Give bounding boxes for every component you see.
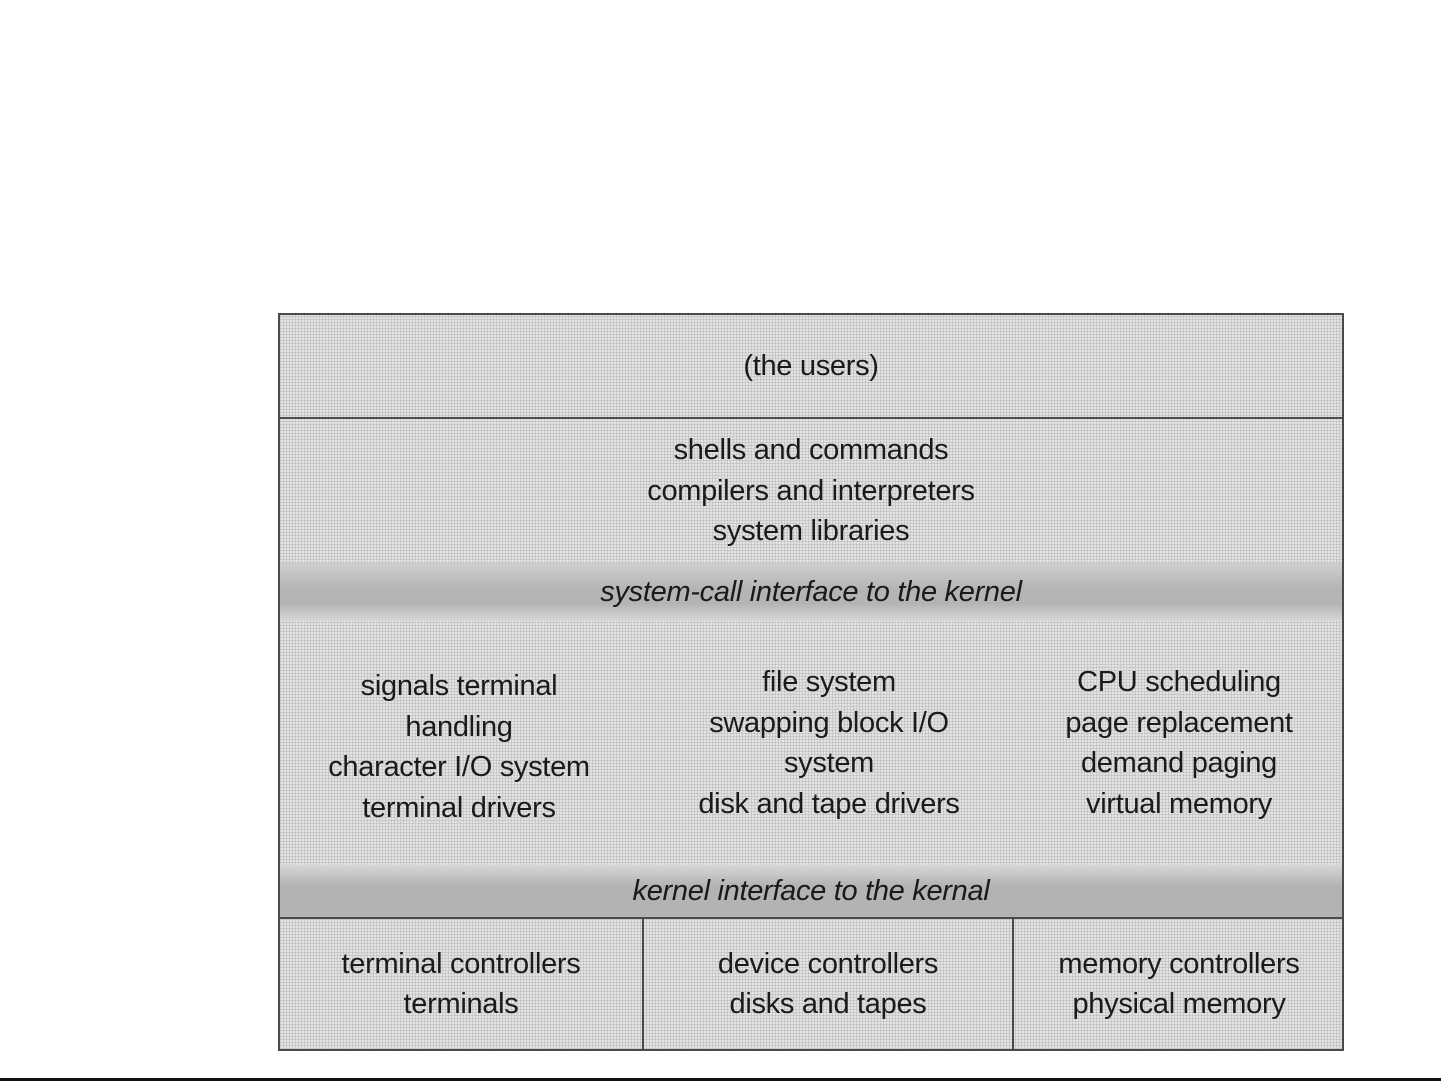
kernel-right-line-2: page replacement [1065, 706, 1293, 739]
hardware-left-line-1: terminal controllers [341, 947, 581, 980]
shells-line-3: system libraries [712, 515, 910, 548]
users-label: (the users) [743, 349, 879, 382]
hardware-middle-line-2: disks and tapes [729, 988, 927, 1020]
kernel-middle-line-3: system [783, 747, 875, 779]
kernel-middle-line-1: file system [762, 666, 896, 698]
hardware-right-line-1: memory controllers [1058, 947, 1300, 980]
hardware-column-terminals [280, 919, 644, 1049]
hardware-middle-line-1: device controllers [717, 947, 939, 980]
users-layer [280, 315, 1342, 419]
kernel-layer [280, 621, 1342, 865]
kernel-right-line-3: demand paging [1080, 747, 1278, 779]
kernel-right-line-1: CPU scheduling [1077, 666, 1281, 698]
kernel-left-line-4: terminal drivers [362, 791, 556, 824]
kernel-right-line-4: virtual memory [1086, 787, 1272, 820]
shells-line-2: compilers and interpreters [647, 474, 975, 507]
shells-line-1: shells and commands [673, 434, 949, 467]
hardware-column-devices [644, 919, 1014, 1049]
kernel-left-line-1: signals terminal [360, 670, 558, 702]
hardware-right-line-2: physical memory [1072, 988, 1286, 1020]
syscall-interface-band [280, 563, 1342, 621]
hardware-layer [280, 919, 1342, 1049]
shells-layer [280, 419, 1342, 563]
hardware-column-memory [1014, 919, 1344, 1049]
kernel-column-memory [1014, 621, 1344, 865]
syscall-interface-label: system-call interface to the kernel [600, 575, 1022, 608]
kernel-interface-label: kernel interface to the kernal [632, 874, 990, 907]
kernel-interface-band [280, 865, 1342, 919]
kernel-left-line-2: handling [405, 710, 513, 743]
kernel-column-terminal [280, 621, 638, 865]
kernel-left-line-3: character I/O system [328, 751, 590, 783]
unix-structure-diagram [278, 313, 1344, 1051]
kernel-column-filesystem [644, 621, 1014, 865]
kernel-middle-line-2: swapping block I/O [709, 706, 949, 739]
hardware-left-line-2: terminals [403, 988, 519, 1020]
kernel-middle-line-4: disk and tape drivers [698, 787, 960, 820]
